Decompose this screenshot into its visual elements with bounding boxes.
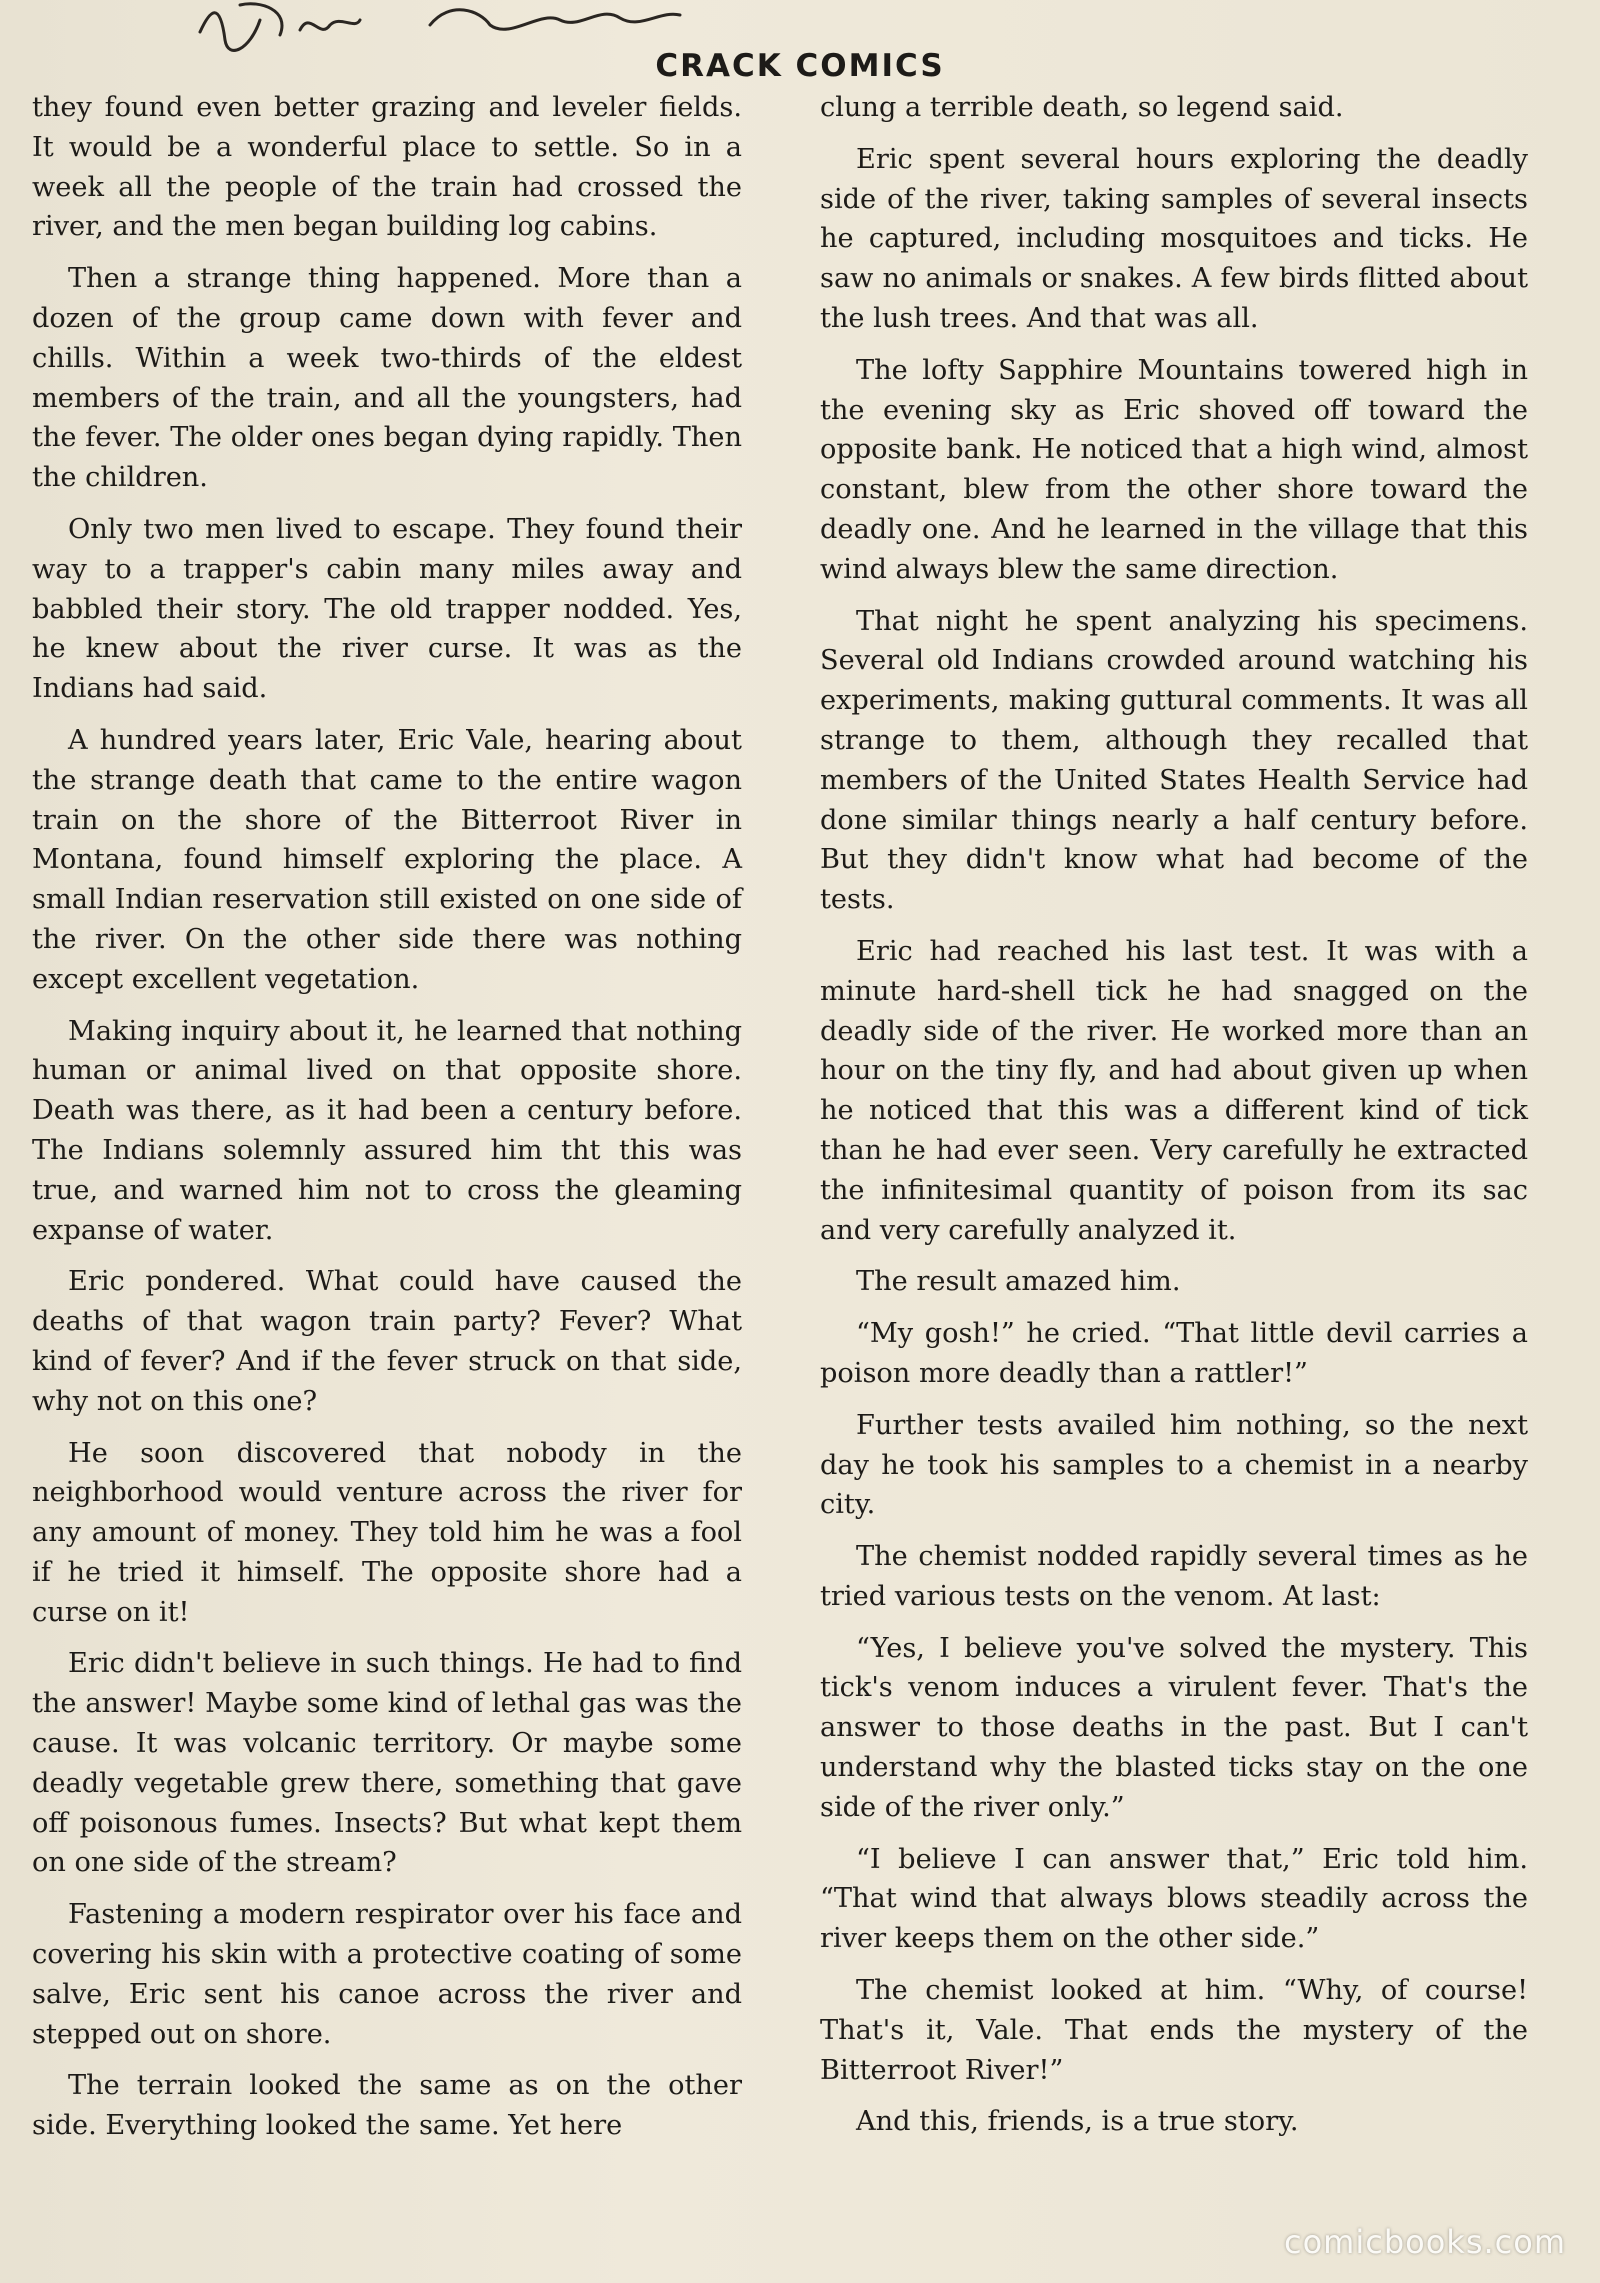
paragraph: The chemist nodded rapidly several times as he tried various tests on the venom. At last:: [820, 1541, 1528, 1612]
site-watermark: comicbooks.com: [1283, 2223, 1566, 2261]
page-header: CRACK COMICS: [655, 48, 945, 84]
paragraph: The lofty Sapphire Mountains towered high in the evening sky as Eric shoved off toward the opposite bank. He noticed that a high wind, almost constant, blew from the other shore toward the deadly one. And he learned in the village that this wind always blew the same direction.: [820, 354, 1528, 585]
paragraph: Only two men lived to escape. They found their way to a trapper's cabin many miles away and babbled their story. The old trapper nodded. Yes, he knew about the river curse. It was as the Indians had said.: [32, 513, 742, 705]
right-text-column: [820, 88, 1528, 2154]
paragraph: clung a terrible death, so legend said.: [820, 92, 1344, 123]
paragraph: Eric spent several hours exploring the deadly side of the river, taking samples of several insects he captured, including mosquitoes and ticks. He saw no animals or snakes. A few birds flitted about the lush trees. And that was all.: [820, 143, 1528, 334]
paragraph: And this, friends, is a true story.: [856, 2106, 1299, 2138]
paragraph: Eric pondered. What could have caused the deaths of that wagon train party? Fever? What kind of fever? And if the fever struck on that side, why not on this one?: [32, 1266, 742, 1417]
paragraph: That night he spent analyzing his specimens. Several old Indians crowded around watching his experiments, making guttural comments. It was all strange to them, although they recalled that members of the United States Health Service had done similar things nearly a half century before. But they didn't know what had become of the tests.: [820, 605, 1528, 916]
paragraph: He soon discovered that nobody in the neighborhood would venture across the river for any amount of money. They told him he was a fool if he tried it himself. The opposite shore had a curse on it!: [32, 1437, 742, 1628]
paragraph: “Yes, I believe you've solved the mystery. This tick's venom induces a virulent fever. That's the answer to those deaths in the past. But I can't understand why the blasted ticks stay on the one side of the river only.”: [820, 1632, 1528, 1823]
paragraph: A hundred years later, Eric Vale, hearing about the strange death that came to the entire wagon train on the shore of the Bitterroot River in Montana, found himself exploring the place. A small Indian reservation still existed on one side of the river. On the other side there was nothing except excellent vegetation.: [32, 724, 742, 995]
paragraph: “My gosh!” he cried. “That little devil carries a poison more deadly than a rattler!”: [820, 1318, 1528, 1389]
paragraph: Then a strange thing happened. More than a dozen of the group came down with fever and chills. Within a week two-thirds of the eldest members of the train, and all the youngsters, had the fever. The older ones began dying rapidly. Then the children.: [32, 263, 742, 494]
paragraph: The chemist looked at him. “Why, of course! That's it, Vale. That ends the mystery of the Bitterroot River!”: [820, 1975, 1528, 2086]
paragraph: The terrain looked the same as on the other side. Everything looked the same. Yet here: [32, 2070, 742, 2142]
left-text-column: [32, 88, 742, 2158]
paragraph: Eric had reached his last test. It was with a minute hard-shell tick he had snagged on the deadly side of the river. He worked more than an hour on the tiny fly, and had about given up when he noticed that this was a different kind of tick than he had ever seen. Very carefully he extracted the infinitesimal quantity of poison from its sac and very carefully analyzed it.: [820, 935, 1528, 1246]
paragraph: The result amazed him.: [856, 1266, 1181, 1298]
paragraph: Making inquiry about it, he learned that nothing human or animal lived on that opposite shore. Death was there, as it had been a century before. The Indians solemnly assured him tht this was true, and warned him not to cross the gleaming expanse of water.: [32, 1015, 742, 1246]
paragraph: “I believe I can answer that,” Eric told him. “That wind that always blows steadily across the river keeps them on the other side.”: [820, 1843, 1528, 1955]
paragraph: they found even better grazing and leveler fields. It would be a wonderful place to settle. So in a week all the people of the train had crossed the river, and the men began building log cabins.: [32, 92, 742, 243]
paragraph: Fastening a modern respirator over his face and covering his skin with a protective coating of some salve, Eric sent his canoe across the river and stepped out on shore.: [32, 1899, 742, 2050]
paragraph: Further tests availed him nothing, so the next day he took his samples to a chemist in a nearby city.: [820, 1409, 1528, 1521]
paragraph: Eric didn't believe in such things. He had to find the answer! Maybe some kind of lethal gas was the cause. It was volcanic territory. Or maybe some deadly vegetable grew there, something that gave off poisonous fumes. Insects? But what kept them on one side of the stream?: [32, 1648, 742, 1879]
